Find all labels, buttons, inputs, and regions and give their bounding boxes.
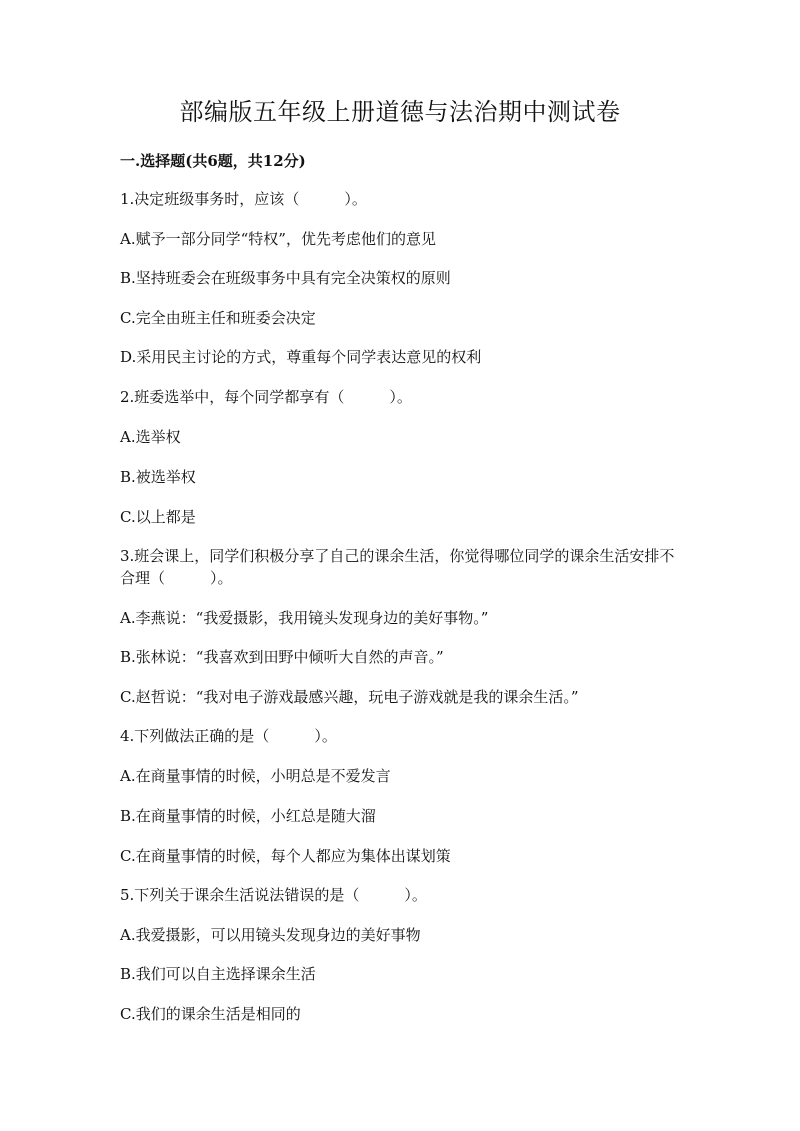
question-4-stem: 4.下列做法正确的是（ ）。 — [120, 727, 337, 745]
question-1-stem: 1.决定班级事务时，应该（ ）。 — [120, 190, 367, 208]
question-4-option-a: A.在商量事情的时候，小明总是不爱发言 — [120, 767, 391, 785]
question-1-option-d: D.采用民主讨论的方式，尊重每个同学表达意见的权利 — [120, 348, 482, 366]
page-title: 部编版五年级上册道德与法治期中测试卷 — [179, 98, 621, 126]
question-5-stem: 5.下列关于课余生活说法错误的是（ ）。 — [120, 886, 427, 904]
question-3-option-a: A.李燕说：“我爱摄影，我用镜头发现身边的美好事物。” — [120, 609, 489, 627]
question-3-option-c: C.赵哲说：“我对电子游戏最感兴趣，玩电子游戏就是我的课余生活。” — [120, 688, 579, 706]
question-2-option-a: A.选举权 — [120, 428, 181, 446]
question-5-option-a: A.我爱摄影，可以用镜头发现身边的美好事物 — [120, 926, 421, 944]
question-5-option-c: C.我们的课余生活是相同的 — [120, 1005, 301, 1023]
question-1-option-b: B.坚持班委会在班级事务中具有完全决策权的原则 — [120, 269, 451, 287]
question-3-stem: 3.班会课上，同学们积极分享了自己的课余生活，你觉得哪位同学的课余生活安排不合理（ ）。 — [120, 547, 675, 587]
question-2-option-b: B.被选举权 — [120, 468, 196, 486]
question-2-stem: 2.班委选举中，每个同学都享有（ ）。 — [120, 388, 412, 406]
question-3-option-b: B.张林说：“我喜欢到田野中倾听大自然的声音。” — [120, 648, 444, 666]
question-5-option-b: B.我们可以自主选择课余生活 — [120, 965, 316, 983]
question-4-option-b: B.在商量事情的时候，小红总是随大溜 — [120, 807, 376, 825]
section-heading: 一.选择题(共6题，共12分) — [120, 152, 306, 170]
question-1-option-a: A.赋予一部分同学“特权”，优先考虑他们的意见 — [120, 230, 436, 248]
question-1-option-c: C.完全由班主任和班委会决定 — [120, 309, 316, 327]
question-4-option-c: C.在商量事情的时候，每个人都应为集体出谋划策 — [120, 847, 451, 865]
question-2-option-c: C.以上都是 — [120, 508, 196, 526]
